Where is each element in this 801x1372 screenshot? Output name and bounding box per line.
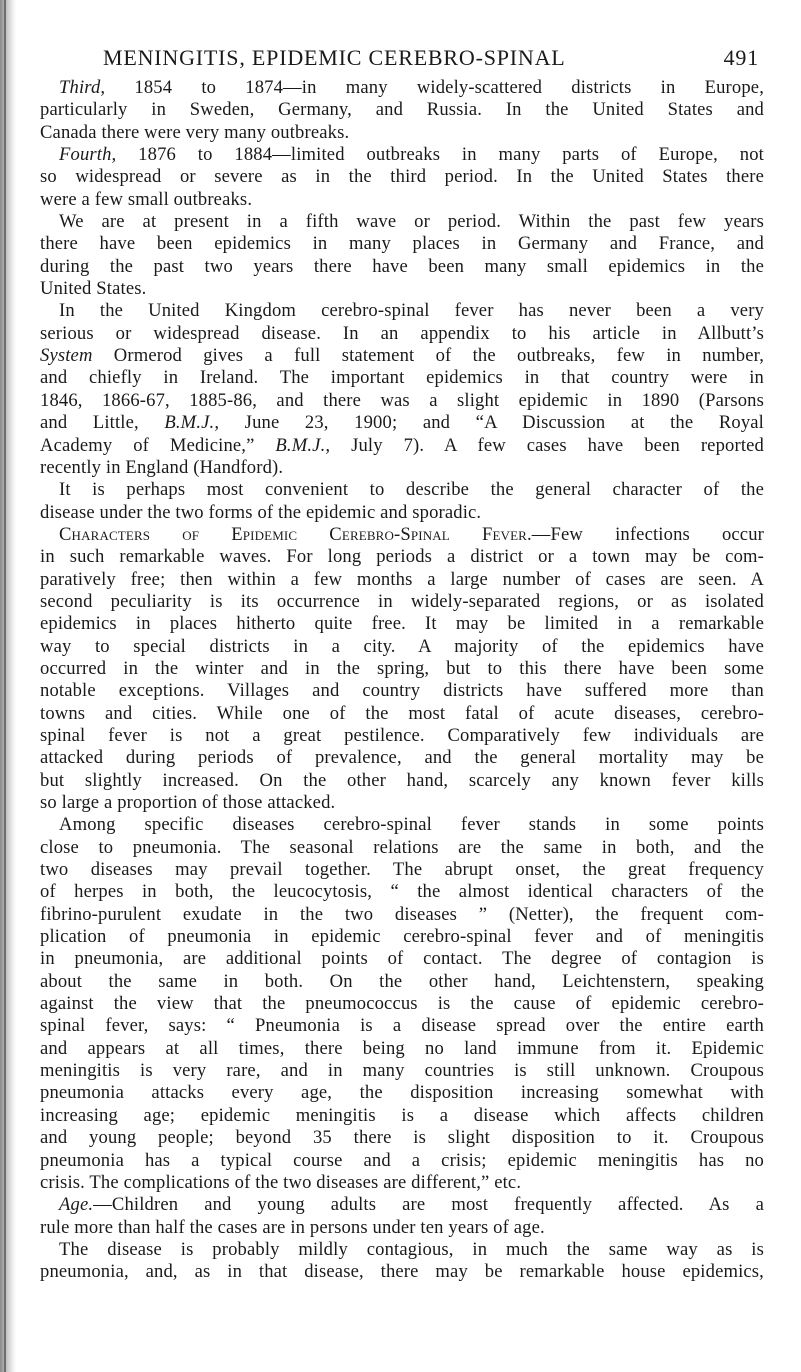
line-text: notable exceptions. Villages and country districts have suffered more than — [40, 680, 764, 702]
text-line — [40, 881, 764, 903]
text-line — [40, 1015, 764, 1037]
text-line — [40, 502, 764, 524]
line-text: recently in England (Handford). — [40, 456, 284, 478]
line-text: and young people; beyond 35 there is slight disposition to it. Croupous — [40, 1127, 764, 1149]
line-text: against the view that the pneumococcus is the cause of epidemic cerebro- — [40, 993, 764, 1015]
text-line — [40, 569, 764, 591]
text-line — [40, 993, 764, 1015]
line-text: during the past two years there have been many small epidemics in the — [40, 255, 764, 277]
text-line — [40, 256, 764, 278]
text-line — [40, 144, 764, 166]
text-line — [40, 1261, 764, 1283]
binding-edge-line — [4, 0, 6, 1372]
line-text: towns and cities. While one of the most fatal of acute diseases, cerebro- — [40, 702, 764, 724]
line-text: —Few infections occur — [531, 523, 764, 545]
italic-text: Third, — [59, 77, 106, 98]
text-line — [40, 524, 764, 546]
line-text: Among specific diseases cerebro-spinal fever stands in some points — [59, 814, 764, 836]
text-line — [40, 971, 764, 993]
line-text: crisis. The complications of the two diseases are different,” etc. — [40, 1171, 522, 1193]
line-text: epidemics in places hitherto quite free. It may be limited in a remarkable — [40, 613, 764, 635]
small-caps-heading: Characters of Epidemic Cerebro-Spinal Fever. — [59, 523, 532, 545]
text-line — [40, 300, 764, 322]
line-text: rule more than half the cases are in persons under ten years of age. — [40, 1216, 545, 1238]
text-line — [40, 1217, 764, 1239]
line-text: and appears at all times, there being no land immune from it. Epidemic — [40, 1037, 764, 1059]
text-line — [40, 457, 764, 479]
text-line — [40, 591, 764, 613]
text-line — [40, 412, 764, 434]
text-line — [40, 479, 764, 501]
line-text: We are at present in a fifth wave or period. Within the past few years — [59, 211, 764, 233]
line-text: disease under the two forms of the epidemic and sporadic. — [40, 501, 482, 523]
line-text: The disease is probably mildly contagious, in much the same way as is — [59, 1238, 764, 1260]
italic-text: Fourth, — [59, 144, 117, 166]
line-text: pneumonia has a typical course and a crisis; epidemic meningitis has no — [40, 1149, 764, 1171]
line-text: fibrino-purulent exudate in the two diseases ” (Netter), the frequent com- — [40, 903, 764, 925]
line-text: United States. — [40, 278, 147, 300]
line-text: so large a proportion of those attacked. — [40, 792, 336, 813]
line-text: plication of pneumonia in epidemic cerebro-spinal fever and of meningitis — [40, 926, 764, 948]
text-line — [40, 323, 764, 345]
text-line — [40, 77, 764, 99]
line-text: two diseases may prevail together. The abrupt onset, the great frequency — [40, 859, 764, 881]
line-text: —Children and young adults are most frequently affected. As a — [93, 1194, 764, 1216]
line-text: there have been epidemics in many places in Germany and France, and — [40, 233, 764, 255]
line-text: meningitis is very rare, and in many countries is still unknown. Croupous — [40, 1060, 764, 1082]
line-text: way to special districts in a city. A majority of the epidemics have — [40, 635, 764, 657]
text-line — [40, 703, 764, 725]
body-text — [40, 77, 764, 1284]
text-line — [40, 1038, 764, 1060]
text-line — [40, 725, 764, 747]
line-text: It is perhaps most convenient to describe the general character of the — [59, 479, 764, 501]
text-line — [40, 546, 764, 568]
text-line — [40, 613, 764, 635]
line-text: Academy of Medicine,” — [40, 434, 276, 456]
text-line — [40, 233, 764, 255]
text-line — [40, 770, 764, 792]
line-text: July 7). A few cases have been reported — [330, 434, 764, 456]
text-line — [40, 636, 764, 658]
line-text: increasing age; epidemic meningitis is a disease which affects children — [40, 1104, 764, 1126]
line-text: 1854 to 1874—in many widely-scattered districts in Europe, — [105, 77, 764, 98]
line-text: attacked during periods of prevalence, and the general mortality may be — [40, 747, 764, 769]
text-line — [40, 859, 764, 881]
text-line — [40, 211, 764, 233]
text-line — [40, 1150, 764, 1172]
text-line — [40, 1127, 764, 1149]
text-line — [40, 1082, 764, 1104]
text-line — [40, 658, 764, 680]
line-text: Ormerod gives a full statement of the outbreaks, few in number, — [92, 345, 764, 367]
line-text: but slightly increased. On the other hand, scarcely any known fever kills — [40, 769, 764, 791]
line-text: close to pneumonia. The seasonal relations are the same in both, and the — [40, 836, 764, 858]
text-line — [40, 367, 764, 389]
text-line — [40, 435, 764, 457]
line-text: of herpes in both, the leucocytosis, “ the almost identical characters of the — [40, 881, 764, 903]
line-text: serious or widespread disease. In an appendix to his article in Allbutt’s — [40, 322, 764, 344]
line-text: and Little, — [40, 412, 165, 434]
line-text: particularly in Sweden, Germany, and Russia. In the United States and — [40, 99, 764, 121]
line-text: and chiefly in Ireland. The important epidemics in that country were in — [40, 367, 764, 389]
line-text: were a few small outbreaks. — [40, 188, 253, 210]
text-line — [40, 948, 764, 970]
text-line — [40, 278, 764, 300]
line-text: 1876 to 1884—limited outbreaks in many parts of Europe, not — [116, 144, 764, 166]
line-text: spinal fever is not a great pestilence. Comparatively few individuals are — [40, 724, 764, 746]
text-line — [40, 189, 764, 211]
line-text: Canada there were very many outbreaks. — [40, 121, 350, 143]
text-line — [40, 1194, 764, 1216]
line-text: so widespread or severe as in the third period. In the United States there — [40, 166, 764, 188]
italic-text: B.M.J., — [275, 434, 331, 456]
italic-text: B.M.J., — [164, 412, 220, 434]
text-line — [40, 99, 764, 121]
text-line — [40, 1172, 764, 1194]
text-line — [40, 122, 764, 144]
text-line — [40, 390, 764, 412]
running-title: MENINGITIS, EPIDEMIC CEREBRO-SPINAL — [103, 45, 566, 70]
text-line — [40, 792, 764, 814]
line-text: occurred in the winter and in the spring, but to this there have been some — [40, 657, 764, 679]
line-text: In the United Kingdom cerebro-spinal fever has never been a very — [59, 300, 764, 322]
italic-text: System — [40, 345, 93, 367]
line-text: 1846, 1866-67, 1885-86, and there was a slight epidemic in 1890 (Parsons — [40, 389, 764, 411]
text-line — [40, 1239, 764, 1261]
text-line — [40, 1060, 764, 1082]
running-header — [103, 44, 763, 72]
binding-gutter-shadow — [0, 0, 16, 1372]
line-text: paratively free; then within a few months a large number of cases are seen. A — [40, 568, 764, 590]
text-line — [40, 904, 764, 926]
text-line — [40, 166, 764, 188]
text-line — [40, 837, 764, 859]
line-text: in such remarkable waves. For long periods a district or a town may be com- — [40, 546, 764, 568]
line-text: June 23, 1900; and “A Discussion at the Royal — [219, 412, 764, 434]
line-text: in pneumonia, are additional points of contact. The degree of contagion is — [40, 948, 764, 970]
italic-text: Age. — [59, 1194, 94, 1216]
page-number: 491 — [723, 45, 759, 70]
text-line — [40, 747, 764, 769]
line-text: pneumonia, and, as in that disease, there may be remarkable house epidemics, — [40, 1261, 764, 1283]
line-text: second peculiarity is its occurrence in widely-separated regions, or as isolated — [40, 590, 764, 612]
text-line — [40, 814, 764, 836]
line-text: about the same in both. On the other hand, Leichtenstern, speaking — [40, 970, 764, 992]
line-text: spinal fever, says: “ Pneumonia is a disease spread over the entire earth — [40, 1015, 764, 1037]
text-line — [40, 680, 764, 702]
line-text: pneumonia attacks every age, the disposition increasing somewhat with — [40, 1082, 764, 1104]
text-line — [40, 926, 764, 948]
text-line — [40, 1105, 764, 1127]
text-line — [40, 345, 764, 367]
